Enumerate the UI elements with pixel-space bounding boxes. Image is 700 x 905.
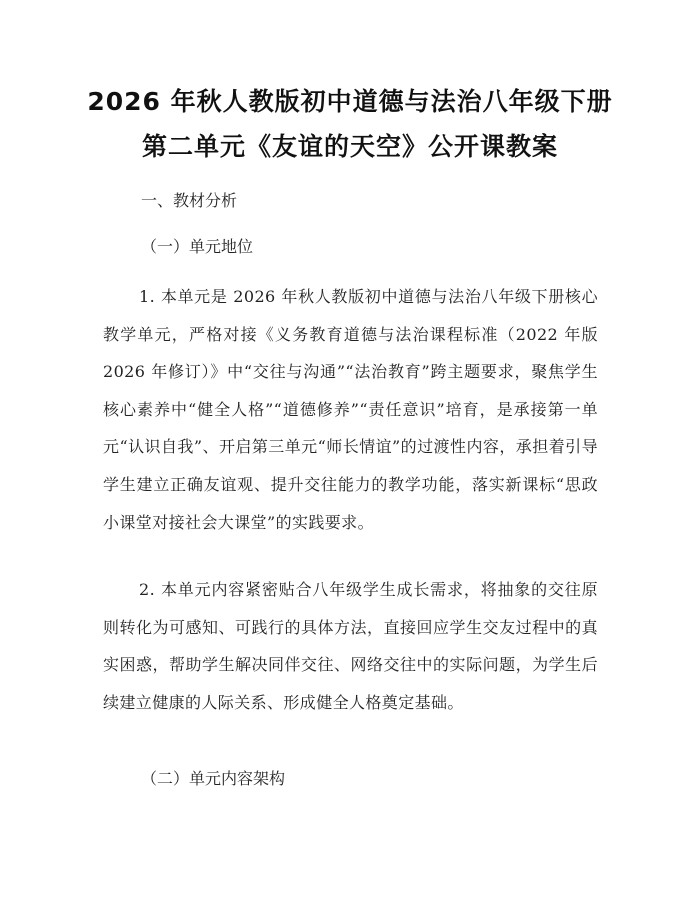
subsection-heading-unit-position: （一）单元地位 — [141, 237, 254, 256]
document-title-line-2: 第二单元《友谊的天空》公开课教案 — [141, 132, 558, 161]
paragraph-unit-position-2: 2. 本单元内容紧密贴合八年级学生成长需求，将抽象的交往原则转化为可感知、可践行的具体方法，直接回应学生交友过程中的真实困惑，帮助学生解决同伴交往、网络交往中的实际问题，为学生后续建立健康的人际关系、形成健全人格奠定基础。 — [103, 580, 598, 712]
subsection-heading-unit-structure: （二）单元内容架构 — [141, 769, 286, 788]
document-title-line-1: 2026 年秋人教版初中道德与法治八年级下册 — [87, 87, 613, 116]
section-heading-textbook-analysis: 一、教材分析 — [141, 191, 238, 210]
paragraph-unit-position-1: 1. 本单元是 2026 年秋人教版初中道德与法治八年级下册核心教学单元，严格对接《义务教育道德与法治课程标准（2022 年版 2026 年修订）》中“交往与沟通”“法治教育”跨主题要求，聚焦学生核心素养中“健全人格”“道德修养”“责任意识”培育，是承接第一单元“认识自我”、开启第三单元“师长情谊”的过渡性内容，承担着引导学生建立正确友谊观、提升交往能力的教学功能，落实新课标“思政小课堂对接社会大课堂”的实践要求。 — [103, 287, 598, 532]
